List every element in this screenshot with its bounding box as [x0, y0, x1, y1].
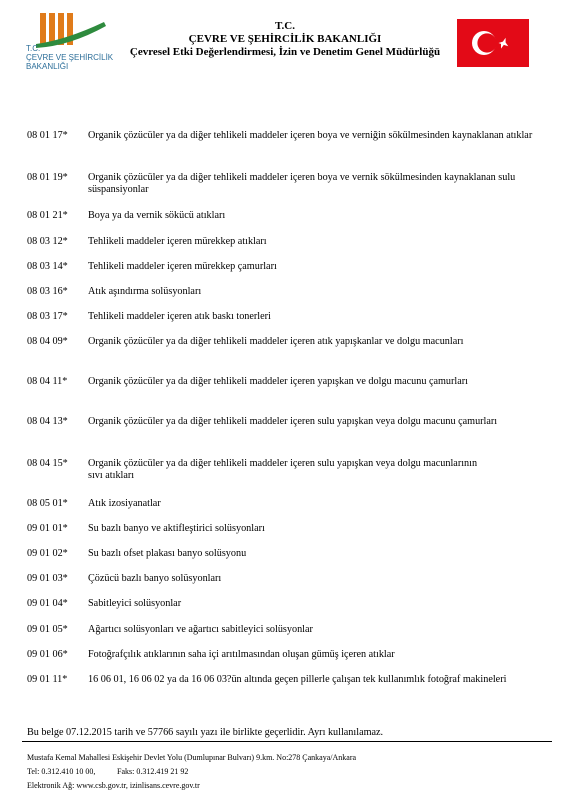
waste-code: 09 01 01* — [27, 523, 68, 534]
document-titles — [100, 20, 470, 59]
waste-description: Çözücü bazlı banyo solüsyonları — [88, 573, 222, 584]
footer-web: Elektronik Ağ: www.csb.gov.tr, izinlisans.cevre.gov.tr — [27, 781, 200, 790]
waste-description: Organik çözücüler ya da diğer tehlikeli maddeler içeren boya ve verniğin sökülmesinden kaynaklanan atıklar — [88, 130, 533, 141]
waste-code: 08 03 12* — [27, 236, 68, 247]
title-ministry: ÇEVRE VE ŞEHİRCİLİK BAKANLIĞI — [188, 33, 382, 45]
waste-description: Su bazlı banyo ve aktifleştirici solüsyonları — [88, 523, 265, 534]
waste-code: 08 03 17* — [27, 311, 68, 322]
waste-code: 08 03 16* — [27, 286, 68, 297]
waste-code: 08 04 13* — [27, 416, 68, 427]
footer-fax: Faks: 0.312.419 21 92 — [117, 767, 189, 776]
waste-description: Su bazlı ofset plakası banyo solüsyonu — [88, 548, 247, 559]
waste-code: 08 04 15* — [27, 458, 68, 469]
waste-code: 08 04 11* — [27, 376, 68, 387]
waste-description: Atık izosiyanatlar — [88, 498, 161, 509]
waste-description: Tehlikeli maddeler içeren mürekkep atıkları — [88, 236, 267, 247]
title-directorate: Çevresel Etki Değerlendirmesi, İzin ve Denetim Genel Müdürlüğü — [129, 46, 441, 58]
waste-description: Organik çözücüler ya da diğer tehlikeli maddeler içeren atık yapışkanlar ve dolgu macunları — [88, 336, 464, 347]
waste-code: 09 01 02* — [27, 548, 68, 559]
waste-code: 09 01 03* — [27, 573, 68, 584]
logo-text-line: BAKANLIĞI — [26, 62, 69, 71]
waste-code: 08 01 19* — [27, 172, 68, 183]
waste-description: Tehlikeli maddeler içeren mürekkep çamurları — [88, 261, 277, 272]
waste-description: Fotoğrafçılık atıklarının saha içi arıtılmasından oluşan gümüş içeren atıklar — [88, 649, 395, 660]
waste-code: 08 03 14* — [27, 261, 68, 272]
waste-description: Tehlikeli maddeler içeren atık baskı tonerleri — [88, 311, 271, 322]
waste-code: 08 04 09* — [27, 336, 68, 347]
footer-tel: Tel: 0.312.410 10 00, — [27, 767, 96, 776]
turkish-flag-icon — [457, 19, 529, 67]
footer-address: Mustafa Kemal Mahallesi Eskişehir Devlet Yolu (Dumlupınar Bulvarı) 9.km. No:278 Çankaya/Ankara — [27, 753, 357, 762]
waste-code: 08 05 01* — [27, 498, 68, 509]
waste-description: Organik çözücüler ya da diğer tehlikeli maddeler içeren yapışkan ve dolgu macunu çamurları — [88, 376, 468, 387]
waste-description: 16 06 01, 16 06 02 ya da 16 06 03?ün altında geçen pillerle çalışan tek kullanımlık fotoğraf makineleri — [88, 674, 507, 685]
waste-code: 08 01 21* — [27, 210, 68, 221]
document-footer — [27, 751, 547, 793]
waste-description: Sabitleyici solüsyonlar — [88, 598, 182, 609]
logo-text-line: T.C. — [26, 44, 41, 53]
footer-divider — [22, 741, 552, 742]
waste-description: Organik çözücüler ya da diğer tehlikeli maddeler içeren sulu yapışkan veya dolgu macunlarının sıvı atıkları — [88, 458, 478, 481]
waste-code: 08 01 17* — [27, 130, 68, 141]
waste-code: 09 01 05* — [27, 624, 68, 635]
footer-phone-row — [27, 765, 547, 779]
waste-code: 09 01 04* — [27, 598, 68, 609]
waste-description: Atık aşındırma solüsyonları — [88, 286, 202, 297]
title-tc: T.C. — [275, 20, 295, 32]
validity-note: Bu belge 07.12.2015 tarih ve 57766 sayılı yazı ile birlikte geçerlidir. Ayrı kullanılamaz. — [27, 727, 384, 738]
waste-code: 09 01 11* — [27, 674, 68, 685]
waste-description: Ağartıcı solüsyonları ve ağartıcı sabitleyici solüsyonlar — [88, 624, 313, 635]
waste-description: Organik çözücüler ya da diğer tehlikeli maddeler içeren boya ve vernik sökülmesinden kaynaklanan sulu süspansiyonlar — [88, 172, 516, 195]
logo-text-line: ÇEVRE VE ŞEHİRCİLİK — [26, 53, 114, 62]
waste-description: Organik çözücüler ya da diğer tehlikeli maddeler içeren sulu yapışkan veya dolgu macunu çamurları — [88, 416, 498, 427]
document-header — [0, 0, 564, 90]
waste-description: Boya ya da vernik sökücü atıkları — [88, 210, 226, 221]
waste-code: 09 01 06* — [27, 649, 68, 660]
